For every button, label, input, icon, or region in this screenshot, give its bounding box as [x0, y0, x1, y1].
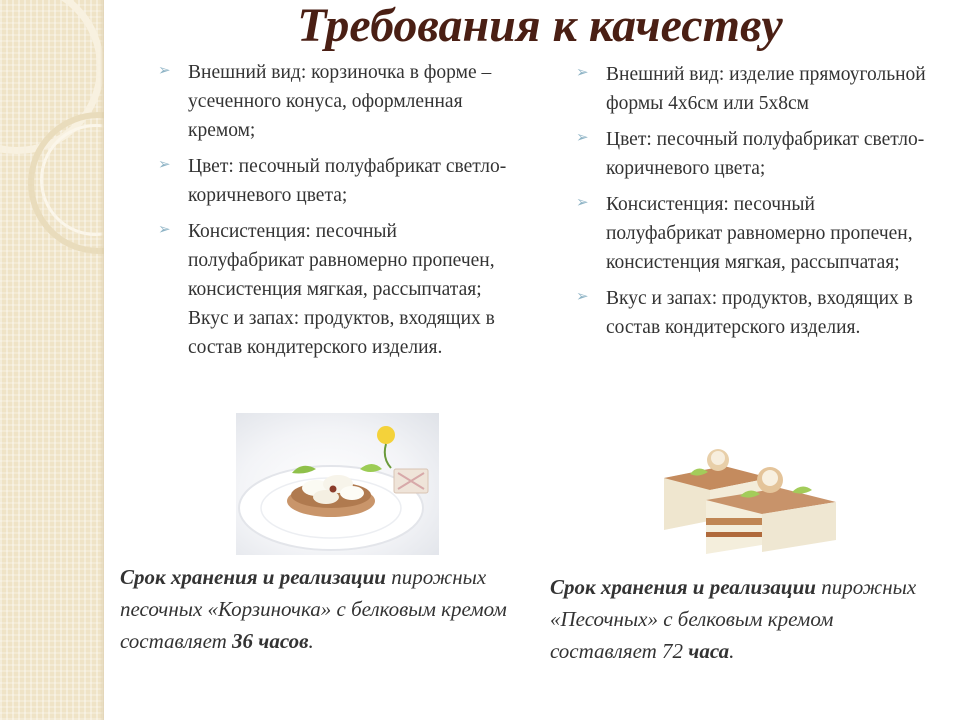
cake-illustration: [660, 448, 840, 558]
list-item: [574, 60, 934, 118]
bullet-text: Вкус и запах: продуктов, входящих в состав кондитерского изделия.: [606, 288, 913, 338]
left-column: [156, 58, 516, 369]
arrow-bullet-icon: ➢: [576, 289, 589, 305]
left-bullet-list: [156, 58, 516, 362]
left-storage-note: [120, 561, 520, 657]
slide-title: Требования к качеству: [297, 0, 783, 52]
list-item: [574, 284, 934, 342]
note-tail: .: [308, 629, 314, 653]
note-heading: Срок хранения и реализации: [550, 575, 816, 599]
list-item: [156, 217, 516, 362]
bullet-text: Консистенция: песочный полуфабрикат равномерно пропечен, консистенция мягкая, рассыпчатая;: [606, 194, 913, 273]
bullet-text: Цвет: песочный полуфабрикат светло-коричневого цвета;: [188, 156, 507, 206]
decorative-side-strip: [0, 0, 104, 720]
list-item: [574, 190, 934, 277]
arrow-bullet-icon: ➢: [158, 63, 171, 79]
tart-illustration: [236, 413, 439, 555]
bullet-text: Цвет: песочный полуфабрикат светло-коричневого цвета;: [606, 129, 925, 179]
rectangular-cake-photo: [660, 448, 840, 558]
note-body: пирожных песочных «Корзиночка» с белковым кремом составляет: [120, 565, 507, 653]
note-heading: Срок хранения и реализации: [120, 565, 386, 589]
tart-basket-photo: [236, 413, 439, 555]
arrow-bullet-icon: ➢: [158, 222, 171, 238]
list-item: [156, 152, 516, 210]
note-value: 36 часов: [232, 629, 309, 653]
arrow-bullet-icon: ➢: [576, 195, 589, 211]
right-bullet-list: [574, 60, 934, 342]
list-item: [574, 125, 934, 183]
bullet-text: Внешний вид: изделие прямоугольной формы 4х6см или 5х8см: [606, 64, 926, 114]
bullet-text: Консистенция: песочный полуфабрикат равномерно пропечен, консистенция мягкая, рассыпчатая; Вкус и запах: продуктов, входящих в состав кондитерского изделия.: [188, 221, 495, 358]
right-storage-note: [550, 571, 940, 667]
list-item: [156, 58, 516, 145]
arrow-bullet-icon: ➢: [576, 130, 589, 146]
arrow-bullet-icon: ➢: [158, 157, 171, 173]
arrow-bullet-icon: ➢: [576, 65, 589, 81]
bullet-text: Внешний вид: корзиночка в форме – усеченного конуса, оформленная кремом;: [188, 62, 492, 141]
note-tail: .: [729, 639, 735, 663]
note-body: пирожных «Песочных» с белковым кремом составляет 72: [550, 575, 917, 663]
right-column: [574, 60, 934, 349]
note-value: часа: [688, 639, 730, 663]
